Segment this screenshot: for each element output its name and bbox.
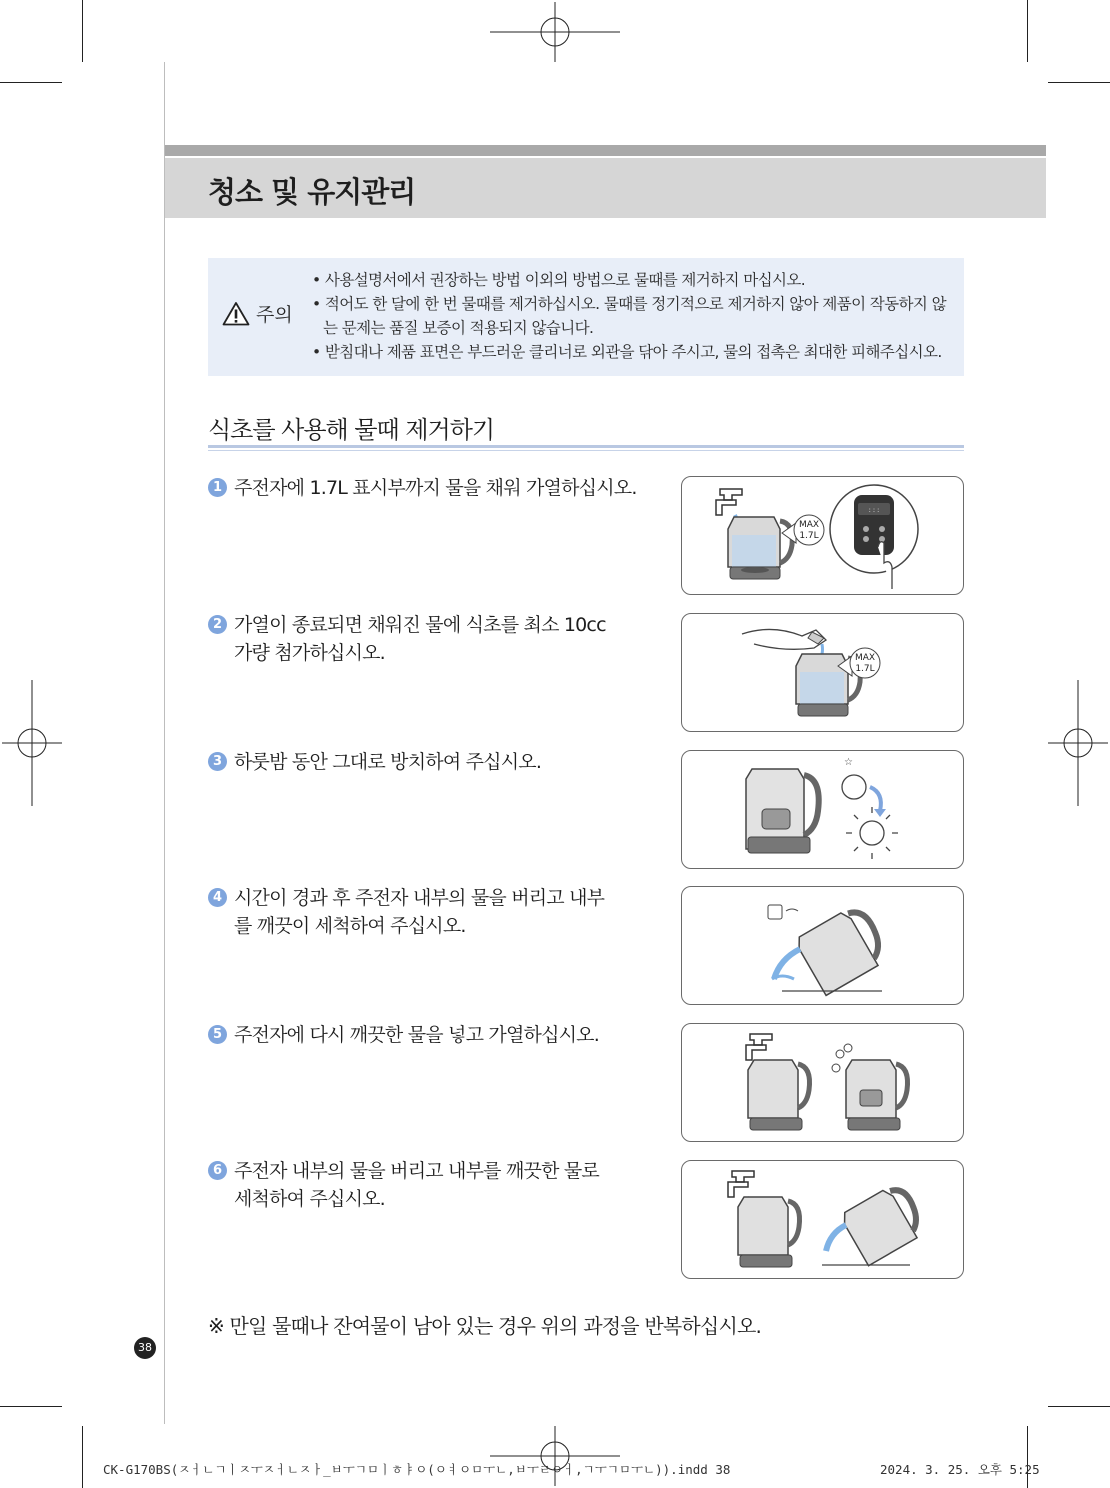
caution-list [312, 268, 957, 364]
svg-text:☆: ☆ [844, 757, 853, 768]
step-number: 4 [208, 888, 227, 907]
caution-item: • 사용설명서에서 권장하는 방법 이외의 방법으로 물때를 제거하지 마십시오. [312, 271, 806, 289]
warning-triangle-icon [222, 301, 250, 326]
page-title: 청소 및 유지관리 [208, 175, 416, 209]
step-text: 시간이 경과 후 주전자 내부의 물을 버리고 내부를 깨끗이 세척하여 주십시오. [234, 887, 605, 937]
section-rule [208, 445, 964, 448]
print-slug-date: 2024. 3. 25. 오후 5:25 [880, 1462, 1040, 1477]
section-rule [208, 450, 964, 451]
step-4 [208, 884, 618, 940]
crop-mark [82, 1426, 83, 1488]
sun-icon [846, 807, 898, 859]
max-label: MAX [798, 520, 820, 530]
max-label: MAX [854, 653, 876, 663]
kettle-icon [746, 769, 819, 853]
tilted-kettle-icon [794, 903, 891, 996]
step-number: 6 [208, 1161, 227, 1180]
step-text: 주전자에 다시 깨끗한 물을 넣고 가열하십시오. [234, 1024, 599, 1046]
crop-mark [1048, 1406, 1110, 1407]
crop-mark [0, 82, 62, 83]
crop-mark [1027, 0, 1028, 62]
step-5 [208, 1021, 648, 1049]
moon-icon [842, 757, 866, 799]
svg-text::::: ::: [867, 506, 881, 514]
control-panel-icon [830, 485, 918, 589]
crop-mark [82, 0, 83, 62]
crop-mark [1048, 82, 1110, 83]
kettle-icon [728, 517, 792, 579]
kettle-icon [846, 1060, 908, 1130]
step-text: 가열이 종료되면 채워진 물에 식초를 최소 10cc 가량 첨가하십시오. [234, 614, 606, 664]
print-slug-file: CK-G170BS(ㅈㅓㄴㄱㅣㅈㅜㅈㅓㄴㅈㅏ_ㅂㅜㄱㅁㅣㅎㅑㅇ(ㅇㅕㅇㅁㅜㄴ,ㅂㅜㄹㅇㅓ,ㄱㅜㄱㅁㅜㄴ)).indd 38 [103, 1462, 731, 1477]
step-6 [208, 1157, 618, 1213]
illustration-add-vinegar [681, 613, 964, 732]
illustration-pour-out [681, 886, 964, 1005]
page-number: 38 [134, 1337, 156, 1359]
section-title: 식초를 사용해 물때 제거하기 [208, 416, 495, 444]
step-3 [208, 748, 648, 776]
step-number: 1 [208, 478, 227, 497]
step-text: 주전자에 1.7L 표시부까지 물을 채워 가열하십시오. [234, 477, 637, 499]
kettle-icon [738, 1197, 800, 1267]
max-callout [782, 515, 824, 545]
caution-item: • 적어도 한 달에 한 번 물때를 제거하십시오. 물때를 정기적으로 제거하지 않아 제품이 작동하지 않는 문제는 품질 보증이 적용되지 않습니다. [312, 295, 946, 337]
illustration-overnight [681, 750, 964, 869]
illustration-rinse [681, 1160, 964, 1279]
max-volume: 1.7L [855, 664, 875, 674]
caution-word: 주의 [256, 304, 293, 326]
crop-mark [0, 1406, 62, 1407]
crop-mark [1027, 1426, 1028, 1488]
registration-mark-top [490, 2, 620, 62]
caution-label [222, 300, 293, 327]
water-stream-icon [772, 949, 800, 979]
step-number: 2 [208, 615, 227, 634]
header-strip [165, 145, 1046, 156]
tilted-kettle-icon [840, 1181, 929, 1266]
step-text: 하룻밤 동안 그대로 방치하여 주십시오. [234, 751, 542, 773]
caution-item: • 받침대나 제품 표면은 부드러운 클리너로 외관을 닦아 주시고, 물의 접촉은 최대한 피해주십시오. [312, 343, 942, 361]
registration-mark-left [2, 680, 62, 806]
vinegar-cup-icon [768, 905, 798, 919]
registration-mark-right [1048, 680, 1108, 806]
step-2 [208, 611, 618, 667]
footer-note: ※ 만일 물때나 잔여물이 남아 있는 경우 위의 과정을 반복하십시오. [208, 1314, 762, 1338]
illustration-fill-kettle [681, 476, 964, 595]
step-number: 3 [208, 752, 227, 771]
illustration-refill-heat [681, 1023, 964, 1142]
step-text: 주전자 내부의 물을 버리고 내부를 깨끗한 물로 세척하여 주십시오. [234, 1160, 599, 1210]
step-1 [208, 474, 648, 502]
max-volume: 1.7L [799, 531, 819, 541]
page-margin-line [164, 62, 165, 1424]
step-number: 5 [208, 1025, 227, 1044]
kettle-icon [748, 1060, 810, 1130]
water-stream-icon [826, 1225, 846, 1251]
hand-pouring-bottle-icon [742, 629, 826, 654]
